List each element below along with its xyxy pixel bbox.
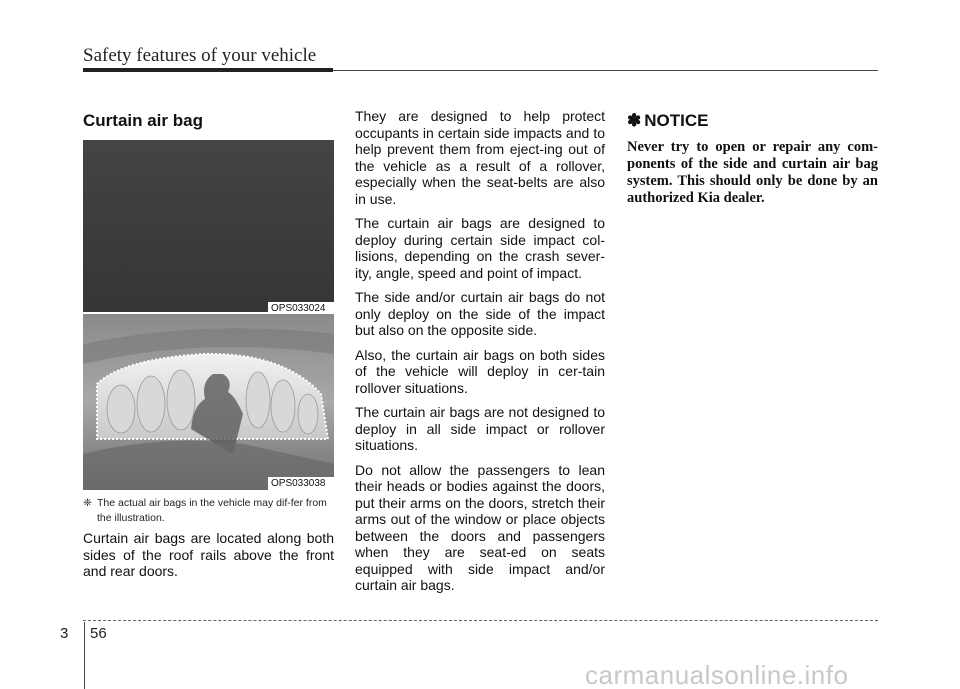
footnote-mark-icon: ❈ bbox=[83, 497, 92, 509]
figure-code-top: OPS033024 bbox=[268, 302, 334, 316]
page-header-title: Safety features of your vehicle bbox=[83, 45, 317, 66]
column-middle bbox=[355, 108, 605, 602]
watermark: carmanualsonline.info bbox=[585, 660, 849, 689]
header-rule-thin bbox=[333, 70, 878, 71]
page-number: 56 bbox=[90, 625, 107, 642]
page-vertical-rule bbox=[84, 622, 85, 689]
notice-heading bbox=[627, 110, 878, 132]
notice-star-icon: ✽ bbox=[627, 111, 642, 130]
notice-title: NOTICE bbox=[644, 111, 709, 130]
footnote-text: The actual air bags in the vehicle may dif-fer from the illustration. bbox=[97, 497, 327, 524]
paragraph-6: Do not allow the passengers to lean their heads or bodies against the doors, put their arms on the doors, stretch their arms out of the window or place objects between the doors and passengers when they are seat-ed on seats equipped with side impact and/or curtain air bags. bbox=[355, 461, 605, 593]
footer-rule bbox=[83, 620, 878, 621]
column-left bbox=[83, 108, 334, 132]
header-rule-thick bbox=[83, 68, 333, 72]
paragraph-3: The side and/or curtain air bags do not only deploy on the side of the impact but also on the opposite side. bbox=[355, 289, 605, 338]
paragraph-2: The curtain air bags are designed to deploy during certain side impact col-lisions, depending on the crash sever-ity, angle, speed and point of impact. bbox=[355, 215, 605, 281]
car-interior-dark-illustration bbox=[83, 140, 334, 312]
figure-code-bottom: OPS033038 bbox=[268, 477, 334, 491]
figure-bottom-image bbox=[83, 314, 334, 490]
section-heading: Curtain air bag bbox=[83, 111, 203, 130]
col1-paragraph: Curtain air bags are located along both sides of the roof rails above the front and rear doors. bbox=[83, 530, 334, 579]
paragraph-1: They are designed to help protect occupants in certain side impacts and to help prevent them from eject-ing out of the vehicle as a result of a rollover, especially when the seat-belts are also in use. bbox=[355, 108, 605, 207]
paragraph-5: The curtain air bags are not designed to deploy in all side impact or rollover situations. bbox=[355, 404, 605, 453]
page-section-number: 3 bbox=[60, 625, 69, 642]
figure-top-image bbox=[83, 140, 334, 312]
column-right bbox=[627, 108, 878, 207]
curtain-airbag-illustration bbox=[83, 314, 334, 490]
notice-text: Never try to open or repair any com-ponents of the side and curtain air bag system. This should only be done by an authorized Kia dealer. bbox=[627, 139, 878, 206]
paragraph-4: Also, the curtain air bags on both sides of the vehicle will deploy in cer-tain rollover situations. bbox=[355, 346, 605, 396]
figure-footnote bbox=[83, 496, 334, 526]
